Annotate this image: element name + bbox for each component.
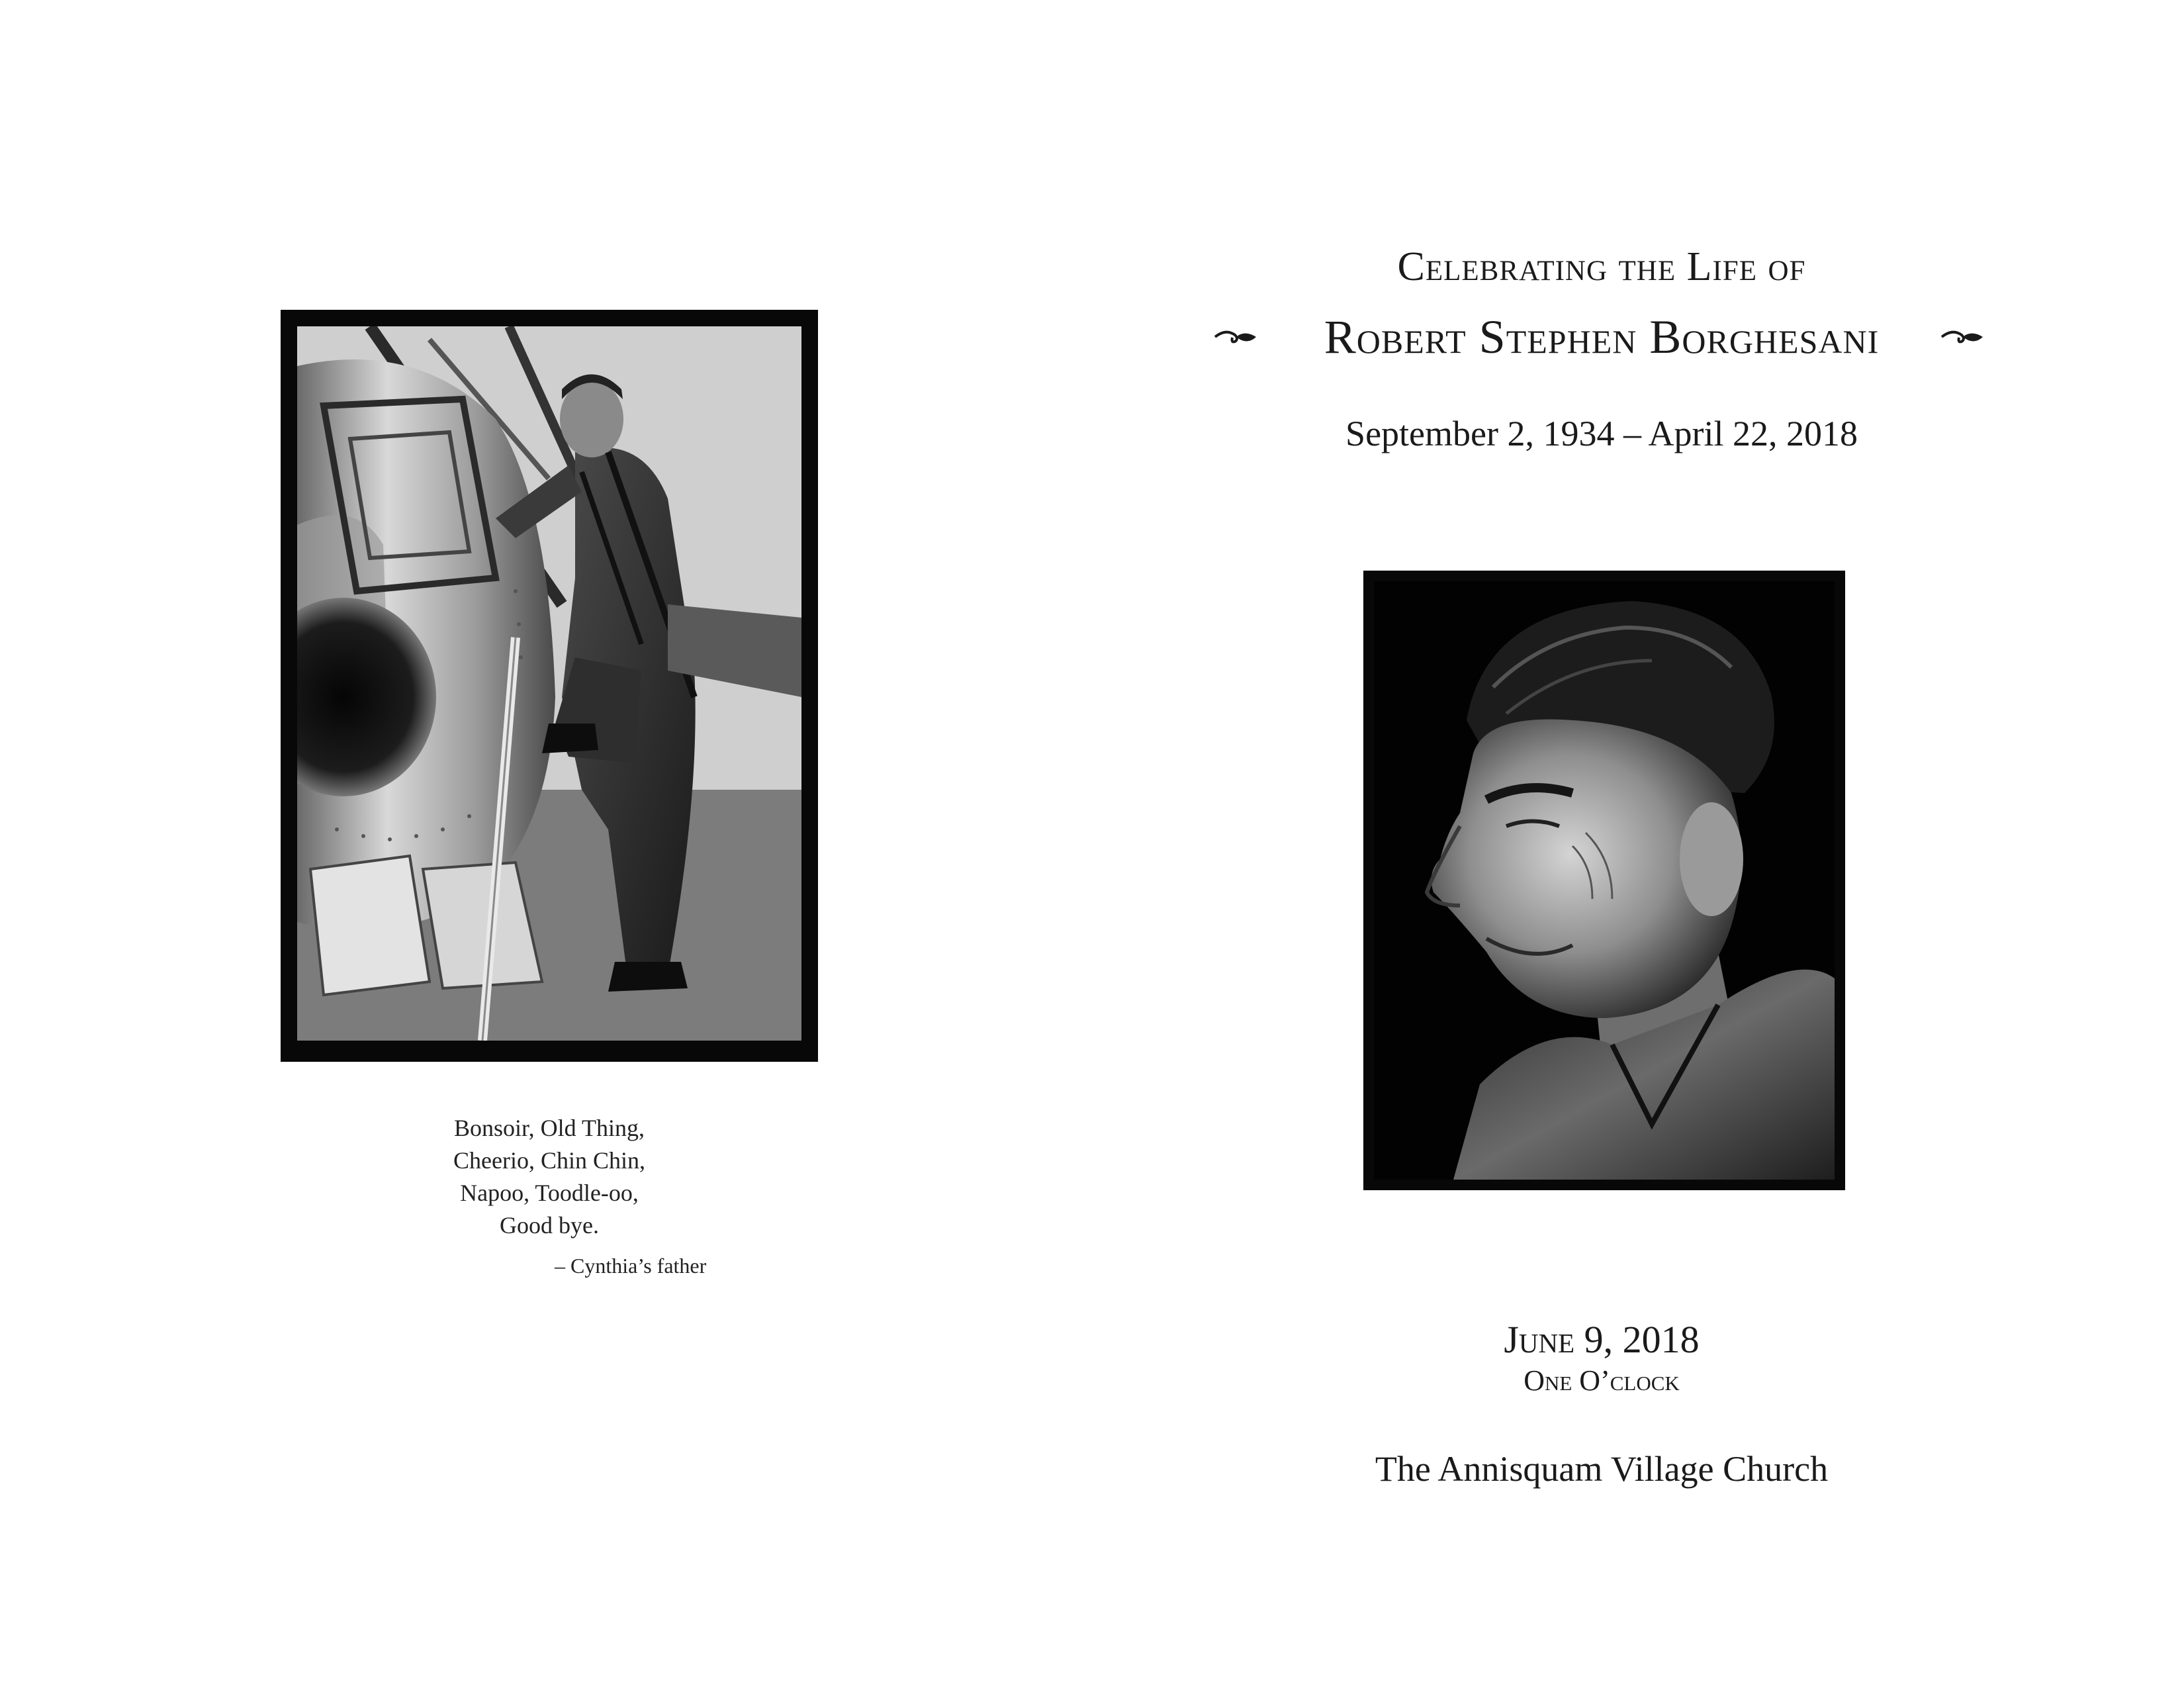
portrait-photo: [1374, 581, 1835, 1180]
pilot-on-jet-ladder-photo: [297, 326, 801, 1041]
title-celebrating: Celebrating the Life of: [1397, 244, 1806, 289]
farewell-poem: [371, 1112, 728, 1242]
service-time: One O’clock: [1524, 1364, 1680, 1397]
poem-line: Bonsoir, Old Thing,: [454, 1115, 645, 1141]
service-date: June 9, 2018: [1504, 1318, 1700, 1361]
leaf-scroll-ornament-icon: [1939, 326, 1985, 348]
portrait-photo-frame: [1363, 571, 1845, 1190]
pilot-photo-frame: [281, 310, 818, 1062]
poem-line: Napoo, Toodle-oo,: [460, 1180, 639, 1206]
service-venue: The Annisquam Village Church: [1375, 1449, 1829, 1489]
poem-attribution: – Cynthia’s father: [555, 1254, 707, 1278]
life-dates: September 2, 1934 – April 22, 2018: [1345, 414, 1858, 453]
poem-line: Good bye.: [500, 1212, 599, 1239]
deceased-name: Robert Stephen Borghesani: [1324, 310, 1880, 363]
poem-line: Cheerio, Chin Chin,: [453, 1147, 645, 1174]
